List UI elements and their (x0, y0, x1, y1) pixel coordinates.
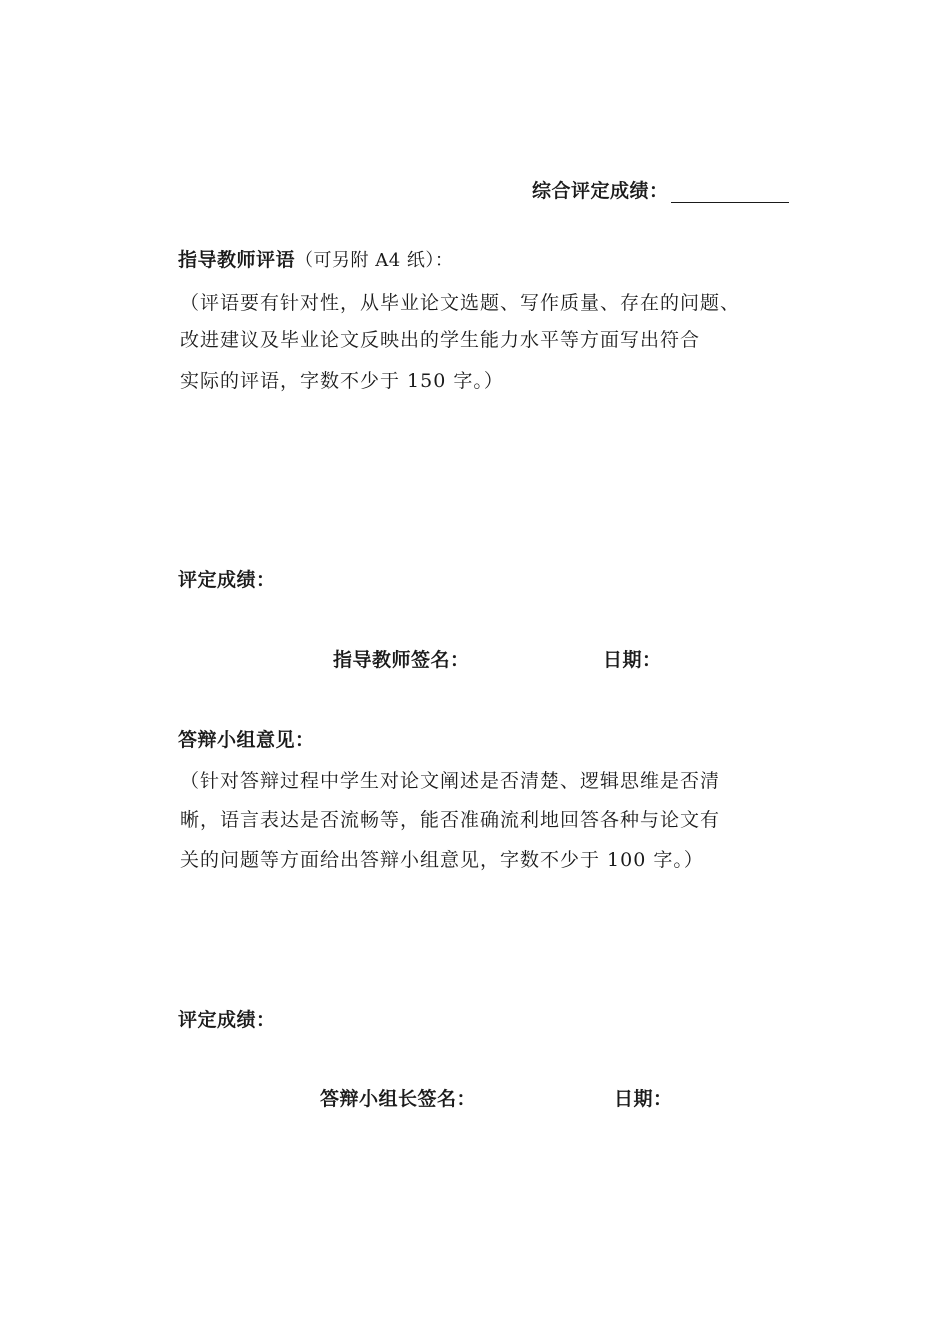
overall-grade-blank[interactable] (671, 182, 789, 203)
overall-grade-label: 综合评定成绩： (532, 180, 669, 202)
advisor-grade-label: 评定成绩： (178, 569, 276, 591)
advisor-heading-note: （可另附 A4 纸）： (295, 250, 454, 271)
defense-leader-signature-label: 答辩小组长签名： (320, 1088, 477, 1110)
advisor-signature-label: 指导教师签名： (333, 649, 470, 671)
advisor-instruction-line-3: 实际的评语，字数不少于 150 字。） (180, 370, 504, 392)
defense-date-label: 日期： (614, 1088, 673, 1110)
defense-grade-label: 评定成绩： (178, 1009, 276, 1031)
defense-instruction-line-3: 关的问题等方面给出答辩小组意见，字数不少于 100 字。） (180, 849, 704, 871)
advisor-date-label: 日期： (603, 649, 662, 671)
defense-instruction-line-2: 晰，语言表达是否流畅等，能否准确流利地回答各种与论文有 (180, 809, 721, 831)
defense-opinion-heading: 答辩小组意见： (178, 729, 315, 751)
advisor-instruction-line-1: （评语要有针对性，从毕业论文选题、写作质量、存在的问题、 (180, 292, 741, 314)
overall-grade-row (532, 176, 789, 203)
defense-instruction-line-1: （针对答辩过程中学生对论文阐述是否清楚、逻辑思维是否清 (180, 770, 721, 792)
advisor-comments-heading (178, 245, 453, 272)
advisor-heading-text: 指导教师评语 (178, 249, 296, 271)
advisor-instruction-line-2: 改进建议及毕业论文反映出的学生能力水平等方面写出符合 (180, 329, 701, 351)
